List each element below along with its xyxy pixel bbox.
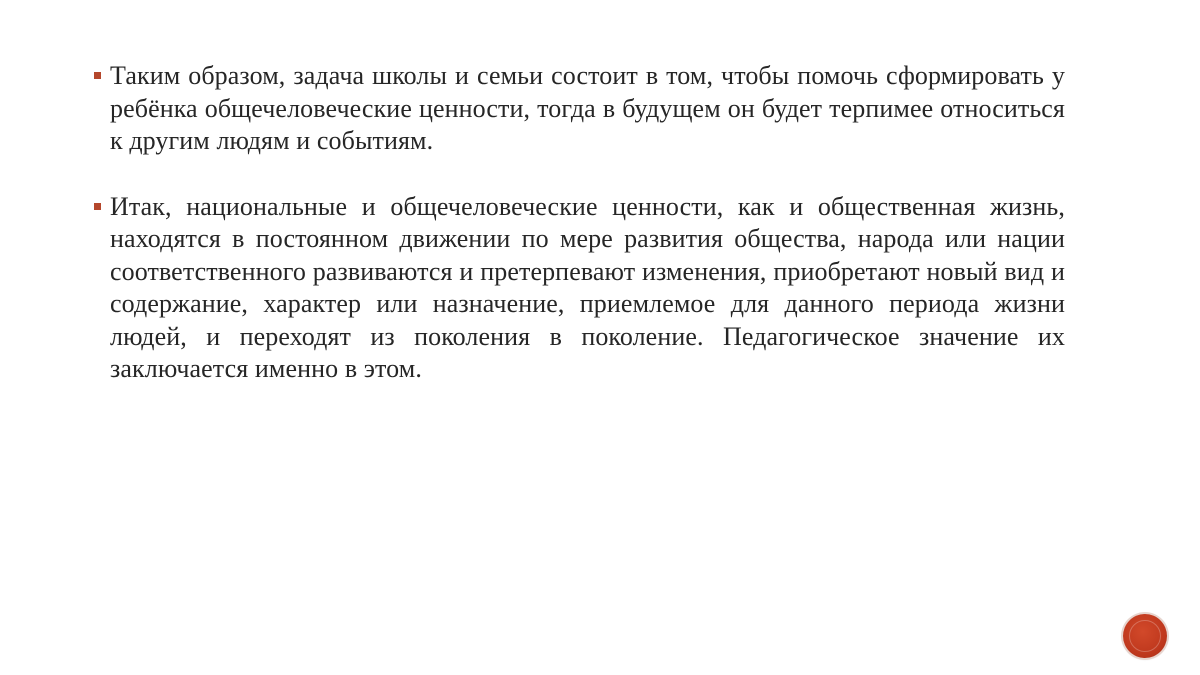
square-bullet-icon	[94, 203, 101, 210]
bullet-text: Таким образом, задача школы и семьи состоит в том, чтобы помочь сформировать у ребёнка общечеловеческие ценности, тогда в будущем он будет терпимее относиться к другим людям и событиям.	[110, 61, 1065, 155]
next-slide-button[interactable]	[1123, 614, 1167, 658]
square-bullet-icon	[94, 72, 101, 79]
bullet-item	[90, 60, 1065, 158]
slide-content	[90, 60, 1065, 419]
bullet-item	[90, 191, 1065, 386]
bullet-text: Итак, национальные и общечеловеческие ценности, как и общественная жизнь, находятся в постоянном движении по мере развития общества, народа или нации соответственного развиваются и претерпевают изменения, приобретают новый вид и содержание, характер или назначение, приемлемое для данного периода жизни людей, и переходят из поколения в поколение. Педагогическое значение их заключается именно в этом.	[110, 191, 1065, 383]
